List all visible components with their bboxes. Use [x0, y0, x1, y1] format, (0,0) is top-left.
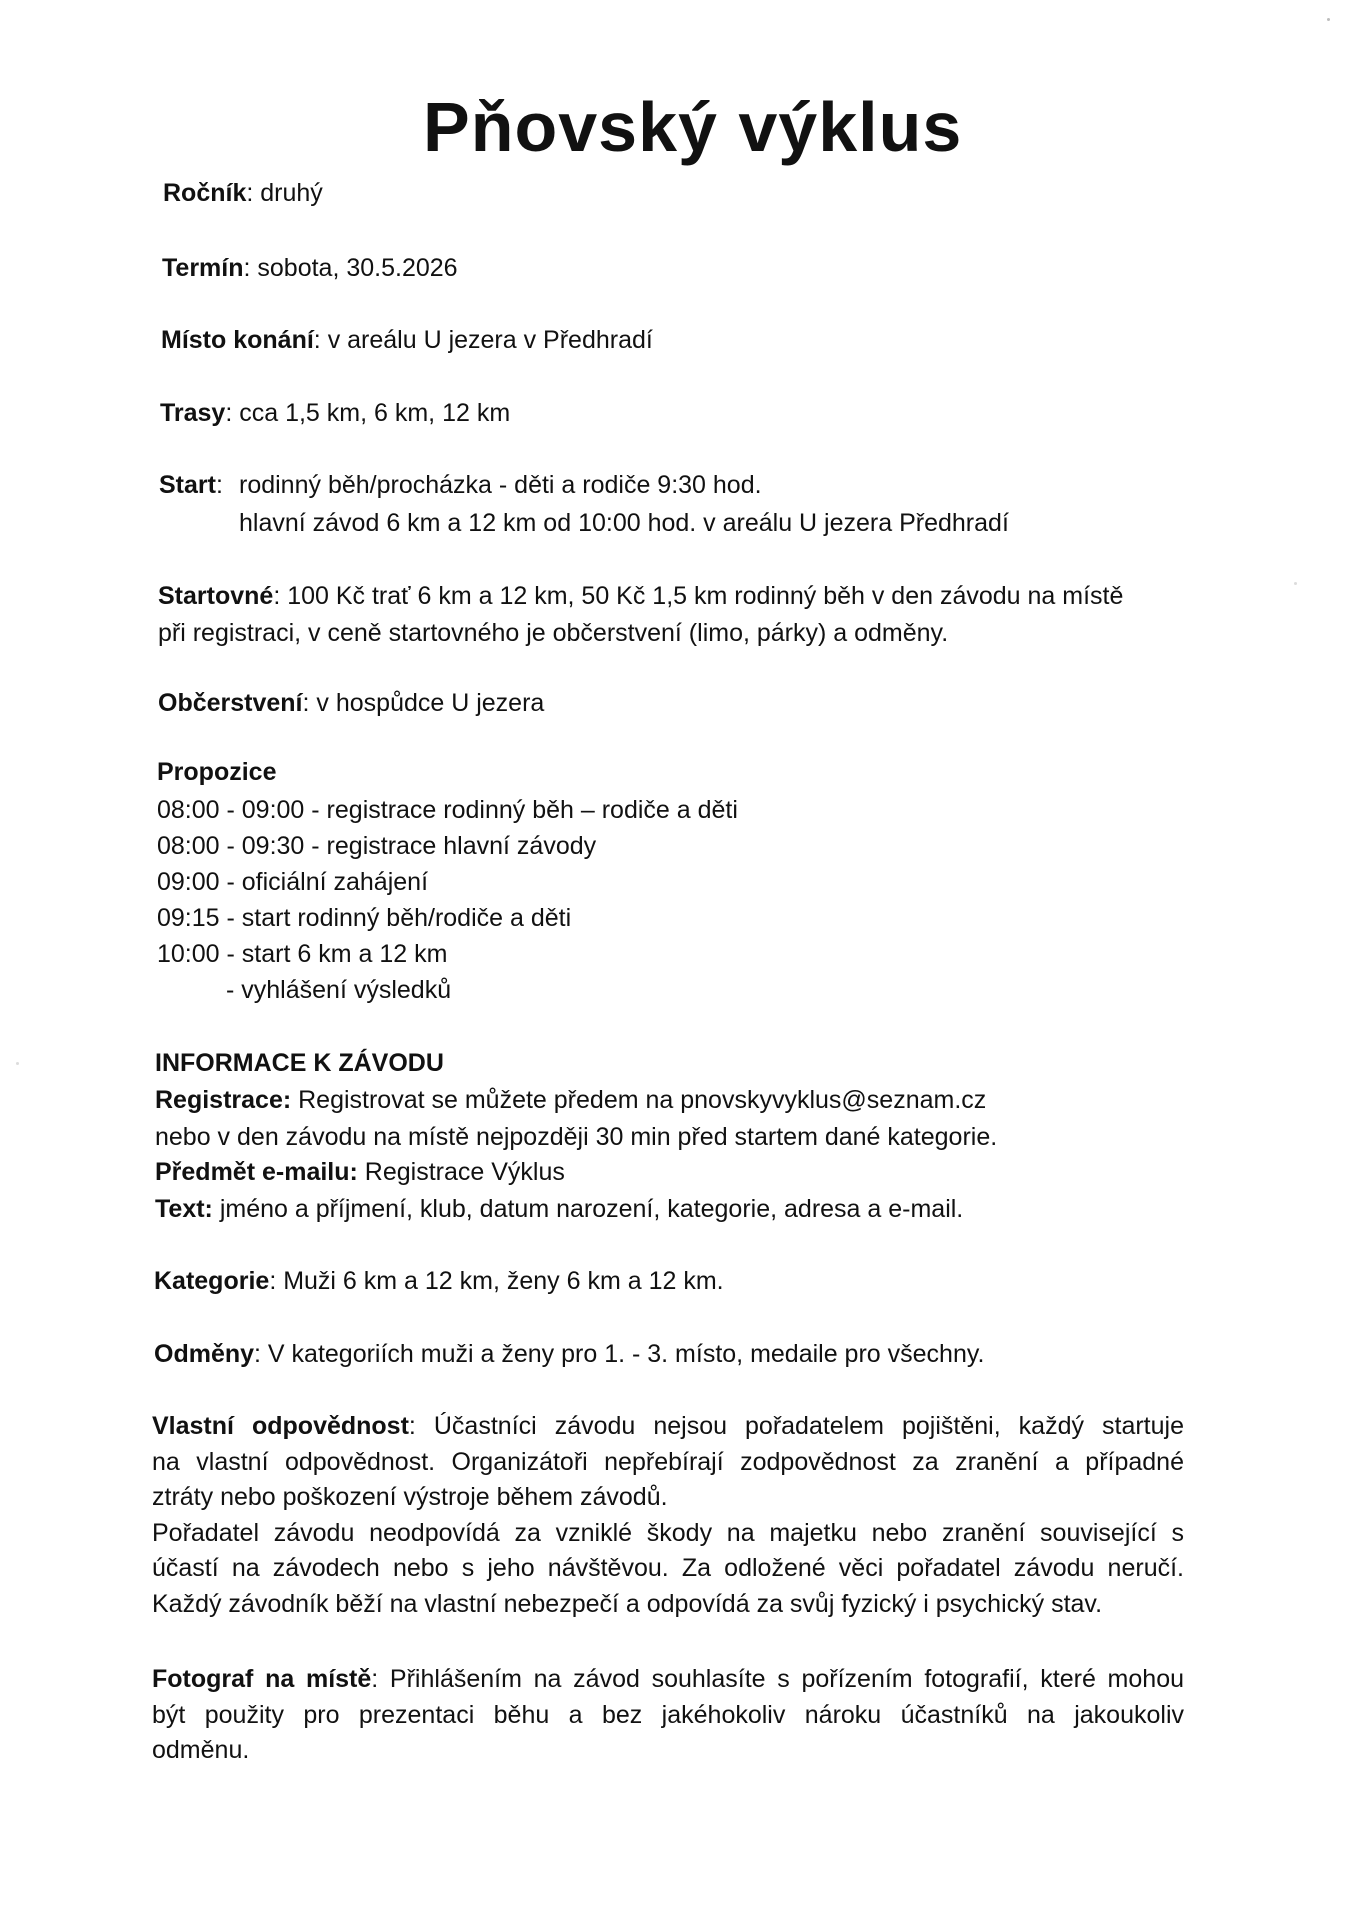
scan-speck: [16, 1062, 19, 1065]
informace-heading: INFORMACE K ZÁVODU: [155, 1049, 444, 1077]
obcerstveni-value: : v hospůdce U jezera: [302, 689, 545, 717]
rocnik-value: : druhý: [246, 179, 323, 207]
scan-speck: [1327, 18, 1330, 21]
termin-row: [162, 250, 458, 286]
rocnik-row: [163, 175, 323, 211]
propozice-item: - vyhlášení výsledků: [226, 976, 452, 1004]
fotograf-paragraph: [152, 1662, 1184, 1769]
fotograf-line: odměnu.: [152, 1736, 250, 1764]
misto-value: : v areálu U jezera v Předhradí: [313, 326, 653, 354]
startovne-line-2: při registraci, v ceně startovného je občerstvení (limo, párky) a odměny.: [158, 619, 949, 647]
propozice-item: 09:00 - oficiální zahájení: [157, 868, 429, 896]
odpovednost-line: na vlastní odpovědnost. Organizátoři nepřebírají zodpovědnost za zranění a případné: [152, 1447, 1184, 1476]
start-line-1: rodinný běh/procházka - děti a rodiče 9:30 hod.: [239, 471, 762, 499]
propozice-item: 10:00 - start 6 km a 12 km: [157, 940, 448, 968]
odpovednost-line: ztráty nebo poškození výstroje během závodů.: [152, 1483, 668, 1511]
registrace-value: Registrovat se můžete předem na pnovskyvyklus@seznam.cz: [291, 1086, 987, 1114]
odpovednost-line: Vlastní odpovědnost: Účastníci závodu nejsou pořadatelem pojištěni, každý startuje: [152, 1412, 1184, 1440]
propozice-heading: Propozice: [157, 758, 277, 786]
start-label: Start: [159, 471, 216, 499]
misto-label: Místo konání: [161, 326, 314, 354]
predmet-label: Předmět e-mailu:: [155, 1158, 358, 1186]
kategorie-value: : Muži 6 km a 12 km, ženy 6 km a 12 km.: [269, 1267, 724, 1295]
odmeny-row: [154, 1336, 984, 1372]
registrace-line-2: nebo v den závodu na místě nejpozději 30 min před startem dané kategorie.: [155, 1123, 998, 1151]
odmeny-label: Odměny: [154, 1340, 255, 1368]
trasy-row: [160, 395, 510, 431]
text-row: [155, 1191, 963, 1227]
fotograf-line: být použity pro prezentaci běhu a bez jakéhokoliv nároku účastníků na jakoukoliv: [152, 1700, 1184, 1729]
trasy-value: : cca 1,5 km, 6 km, 12 km: [225, 399, 511, 427]
startovne-line-1: [158, 578, 1123, 614]
startovne-value: : 100 Kč trať 6 km a 12 km, 50 Kč 1,5 km rodinný běh v den závodu na místě: [273, 582, 1124, 610]
page-title: Pňovský výklus: [423, 88, 963, 166]
predmet-value: Registrace Výklus: [357, 1158, 565, 1186]
obcerstveni-row: [158, 685, 544, 721]
fotograf-label: Fotograf na místě: [152, 1665, 372, 1693]
odpovednost-paragraph: [152, 1409, 1184, 1622]
odpovednost-line: účastí na závodech nebo s jeho návštěvou. Za odložené věci pořadatel závodu neručí.: [152, 1554, 1184, 1582]
rocnik-label: Ročník: [163, 179, 247, 207]
startovne-label: Startovné: [158, 582, 274, 610]
termin-label: Termín: [162, 254, 244, 282]
odpovednost-line: Každý závodník běží na vlastní nebezpečí a odpovídá za svůj fyzický i psychický stav.: [152, 1589, 1103, 1618]
registrace-label: Registrace:: [155, 1086, 292, 1114]
fotograf-line: Fotograf na místě: Přihlášením na závod souhlasíte s pořízením fotografií, které mohou: [152, 1665, 1184, 1693]
predmet-row: [155, 1154, 565, 1190]
odpovednost-label: Vlastní odpovědnost: [152, 1412, 409, 1440]
termin-value: : sobota, 30.5.2026: [243, 254, 458, 282]
propozice-item: 08:00 - 09:30 - registrace hlavní závody: [157, 832, 597, 860]
text-label: Text:: [155, 1195, 213, 1223]
text-value: jméno a příjmení, klub, datum narození, kategorie, adresa a e-mail.: [212, 1195, 964, 1223]
registrace-row: [155, 1082, 986, 1118]
kategorie-label: Kategorie: [154, 1267, 270, 1295]
trasy-label: Trasy: [160, 399, 226, 427]
start-colon: :: [215, 471, 223, 499]
obcerstveni-label: Občerstvení: [158, 689, 303, 717]
scan-speck: [1294, 582, 1297, 585]
start-line-2: hlavní závod 6 km a 12 km od 10:00 hod. v areálu U jezera Předhradí: [239, 509, 1009, 537]
kategorie-row: [154, 1263, 724, 1299]
odmeny-value: : V kategoriích muži a ženy pro 1. - 3. místo, medaile pro všechny.: [254, 1340, 985, 1368]
misto-row: [161, 322, 653, 358]
propozice-item: 08:00 - 09:00 - registrace rodinný běh – rodiče a děti: [157, 796, 738, 824]
odpovednost-line: Pořadatel závodu neodpovídá za vzniklé škody na majetku nebo zranění související s: [152, 1518, 1184, 1547]
start-row: [159, 467, 223, 503]
propozice-item: 09:15 - start rodinný běh/rodiče a děti: [157, 904, 572, 932]
